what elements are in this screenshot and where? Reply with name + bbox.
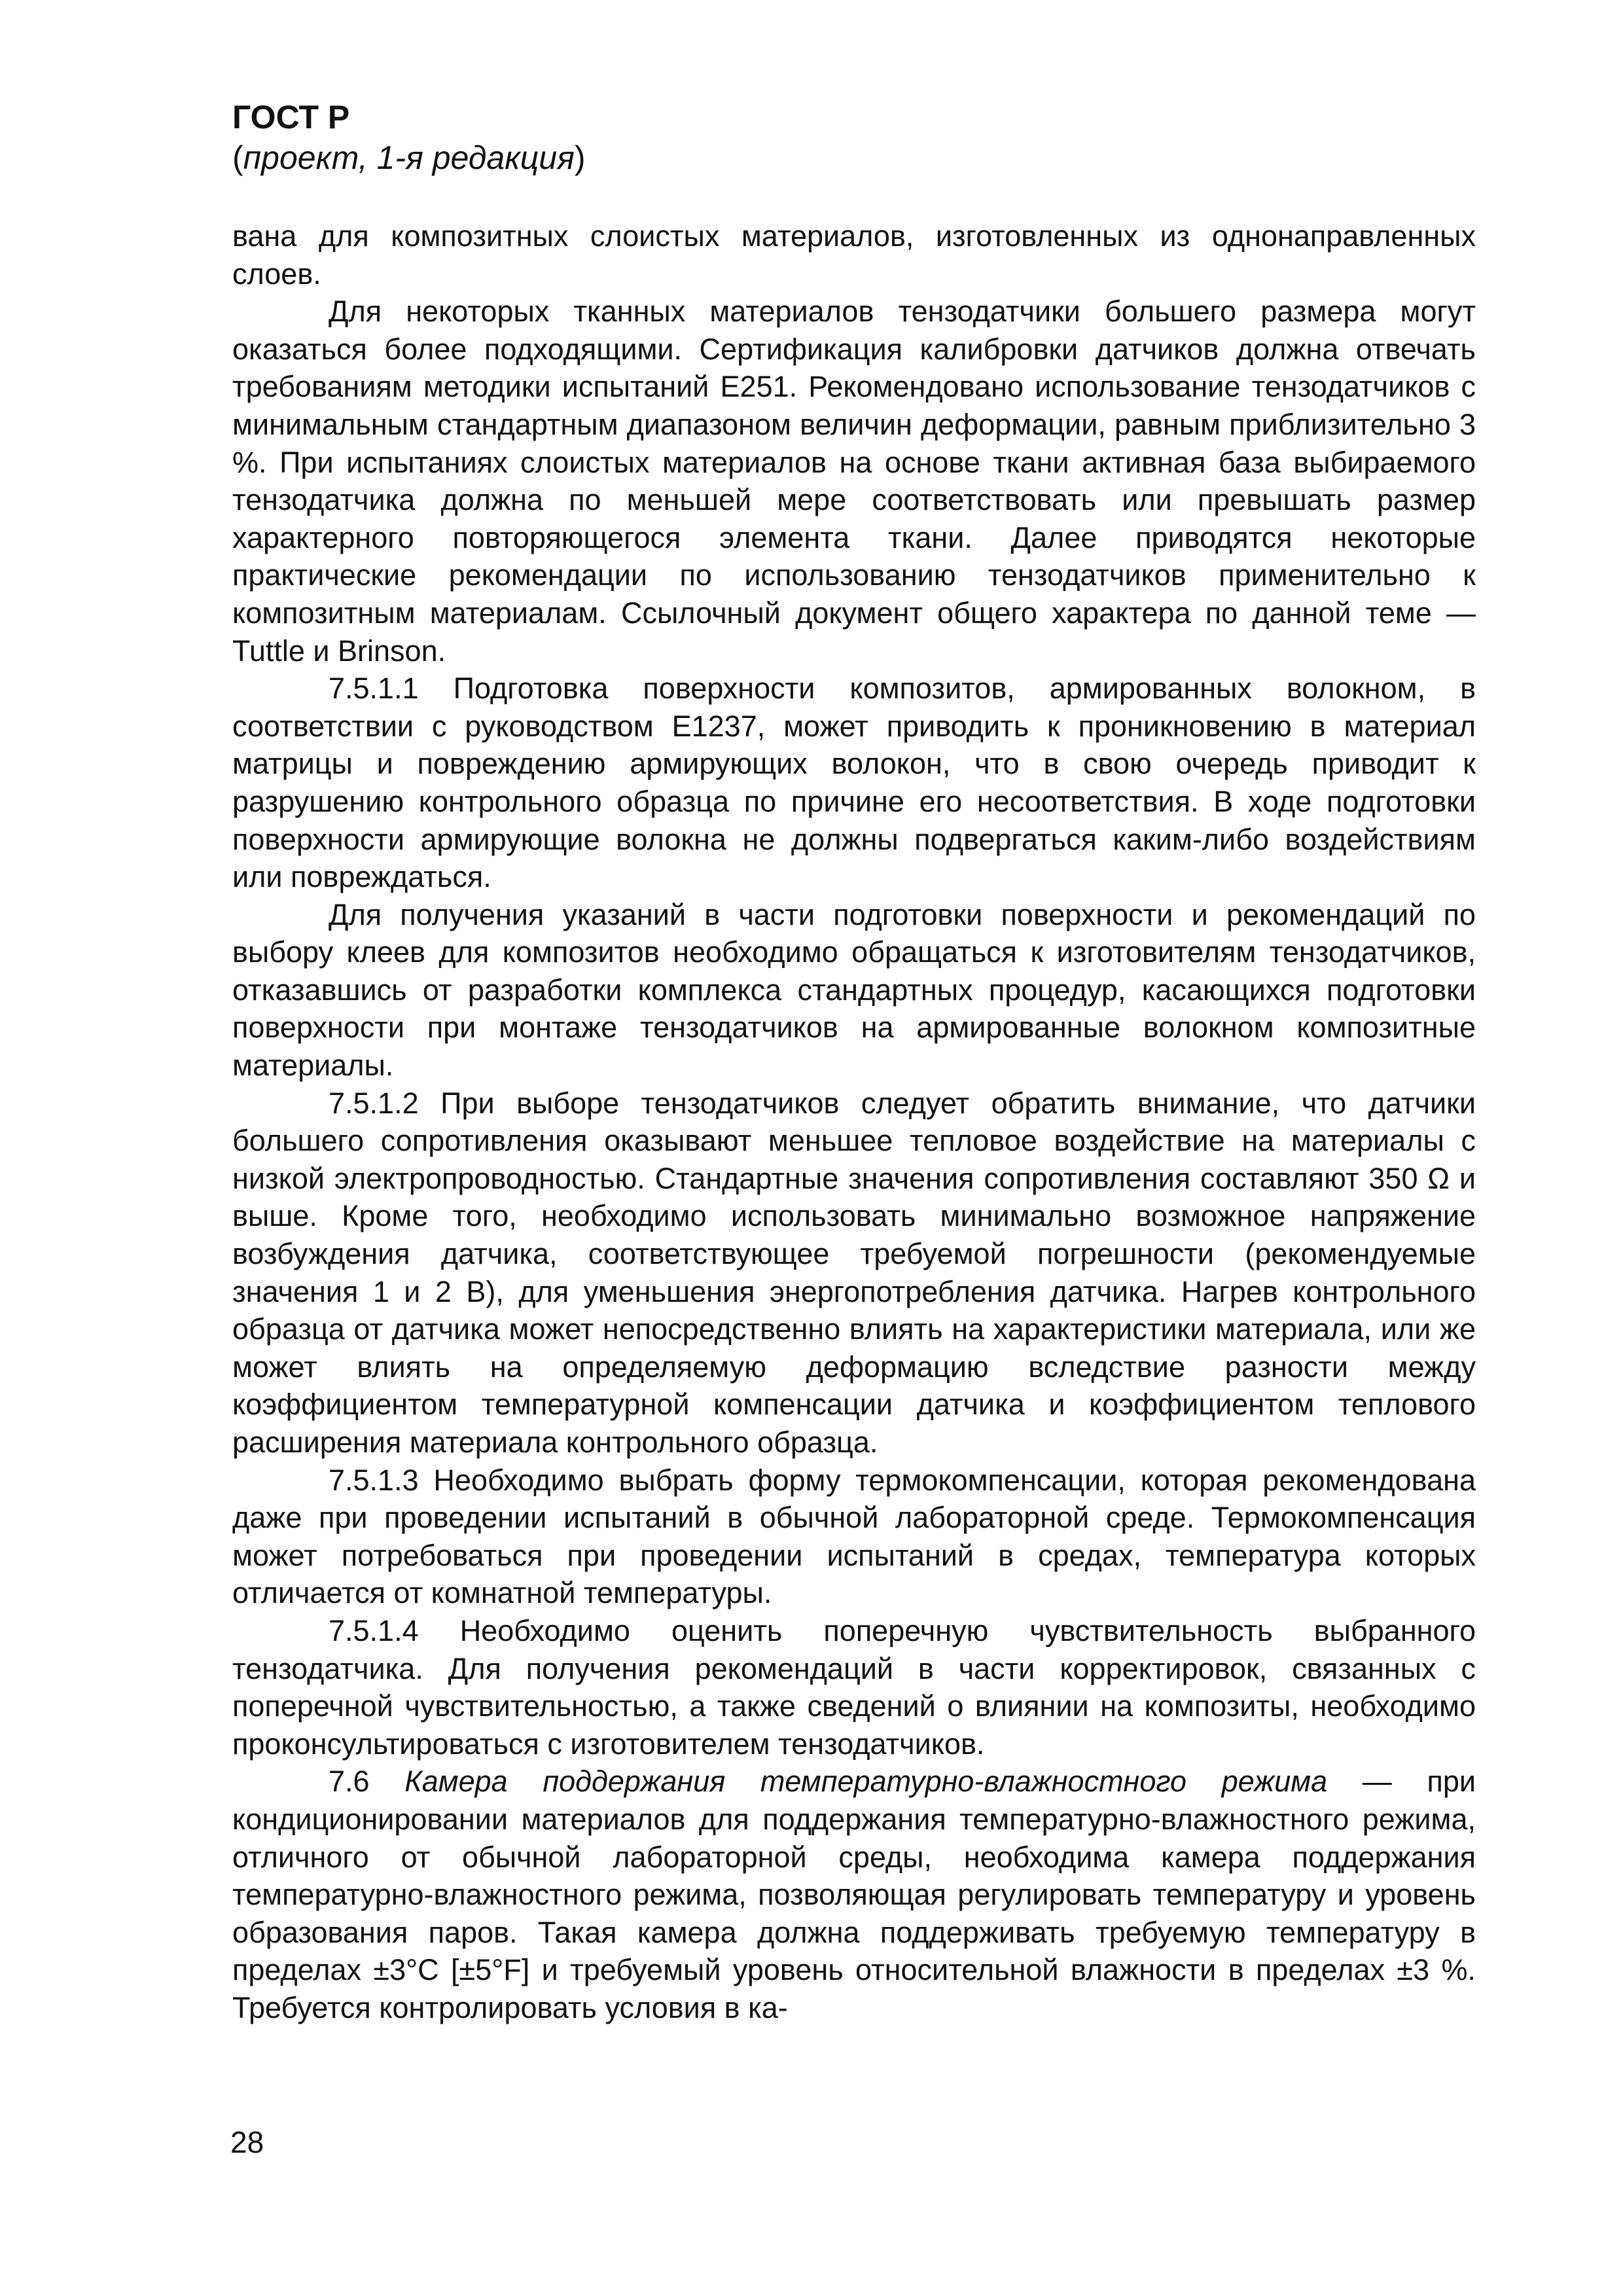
paragraph-7-5-1-1: 7.5.1.1 Подготовка поверхности композитов, армированных волокном, в соответствии с руководством E1237, может приводить к проникновению в материал матрицы и повреждению армирующих волокон, что в свою очередь приводит к разрушению контрольного образца по причине его несоответствия. В ходе подготовки поверхности армирующие волокна не должны подвергаться каким-либо воздействиям или повреждаться. bbox=[232, 672, 1476, 894]
draft-edition-note bbox=[232, 137, 586, 178]
paragraph-surface-preparation: Для получения указаний в части подготовки поверхности и рекомендаций по выбору клеев для композитов необходимо обращаться к изготовителям тензодатчиков, отказавшись от разработки комплекса стандартных процедур, касающихся подготовки поверхности при монтаже тензодатчиков на армированные волокном композитные материалы. bbox=[232, 897, 1476, 1083]
paragraph-7-5-1-4: 7.5.1.4 Необходимо оценить поперечную чувствительность выбранного тензодатчика. Для получения рекомендаций в части корректировок, связанных с поперечной чувствительностью, а также сведений о влиянии на композиты, необходимо проконсультироваться с изготовителем тензодатчиков. bbox=[232, 1613, 1476, 1761]
section-term: Камера поддержания температурно-влажностного режима bbox=[404, 1765, 1328, 1799]
draft-edition-open-paren: ( bbox=[232, 139, 243, 176]
page-number: 28 bbox=[230, 2125, 264, 2159]
paragraph-7-6 bbox=[232, 1763, 1476, 2026]
standard-title: ГОСТ Р bbox=[232, 99, 350, 135]
section-definition: — при кондиционировании материалов для поддержания температурно-влажностного режима, отличного от обычной лабораторной среды, необходима камера поддержания температурно-влажностного режима, позволяющая регулировать температуру и уровень образования паров. Такая камера должна поддерживать требуемую температуру в пределах ±3°С [±5°F] и требуемый уровень относительной влажности в пределах ±3 %. Требуется контролировать условия в ка- bbox=[232, 1765, 1476, 2024]
paragraph-7-5-1-3: 7.5.1.3 Необходимо выбрать форму термокомпенсации, которая рекомендована даже при проведении испытаний в обычной лабораторной среде. Термокомпенсация может потребоваться при проведении испытаний в средах, температура которых отличается от комнатной температуры. bbox=[232, 1463, 1476, 1610]
draft-edition-close-paren: ) bbox=[574, 139, 586, 176]
draft-edition-text: проект, 1-я редакция bbox=[243, 139, 575, 176]
section-number: 7.6 bbox=[329, 1765, 405, 1799]
paragraph-strain-gauges-fabric: Для некоторых тканных материалов тензодатчики большего размера могут оказаться более подходящими. Сертификация калибровки датчиков должна отвечать требованиям методики испытаний E251. Рекомендовано использование тензодатчиков с минимальным стандартным диапазоном величин деформации, равным приблизительно 3 %. При испытаниях слоистых материалов на основе ткани активная база выбираемого тензодатчика должна по меньшей мере соответствовать или превышать размер характерного повторяющегося элемента ткани. Далее приводятся некоторые практические рекомендации по использованию тензодатчиков применительно к композитным материалам. Ссылочный документ общего характера по данной теме — Tuttle и Brinson. bbox=[232, 295, 1476, 668]
paragraph-7-5-1-2: 7.5.1.2 При выборе тензодатчиков следует обратить внимание, что датчики большего сопротивления оказывают меньшее тепловое воздействие на материалы с низкой электропроводностью. Стандартные значения сопротивления составляют 350 Ω и выше. Кроме того, необходимо использовать минимально возможное напряжение возбуждения датчика, соответствующее требуемой погрешности (рекомендуемые значения 1 и 2 В), для уменьшения энергопотребления датчика. Нагрев контрольного образца от датчика может непосредственно влиять на характеристики материала, или же может влиять на определяемую деформацию вследствие разности между коэффициентом температурной компенсации датчика и коэффициентом теплового расширения материала контрольного образца. bbox=[232, 1086, 1476, 1459]
document-header bbox=[232, 97, 586, 178]
paragraph-continuation: вана для композитных слоистых материалов, изготовленных из однонаправленных слоев. bbox=[232, 219, 1476, 291]
document-body bbox=[232, 217, 1476, 2027]
